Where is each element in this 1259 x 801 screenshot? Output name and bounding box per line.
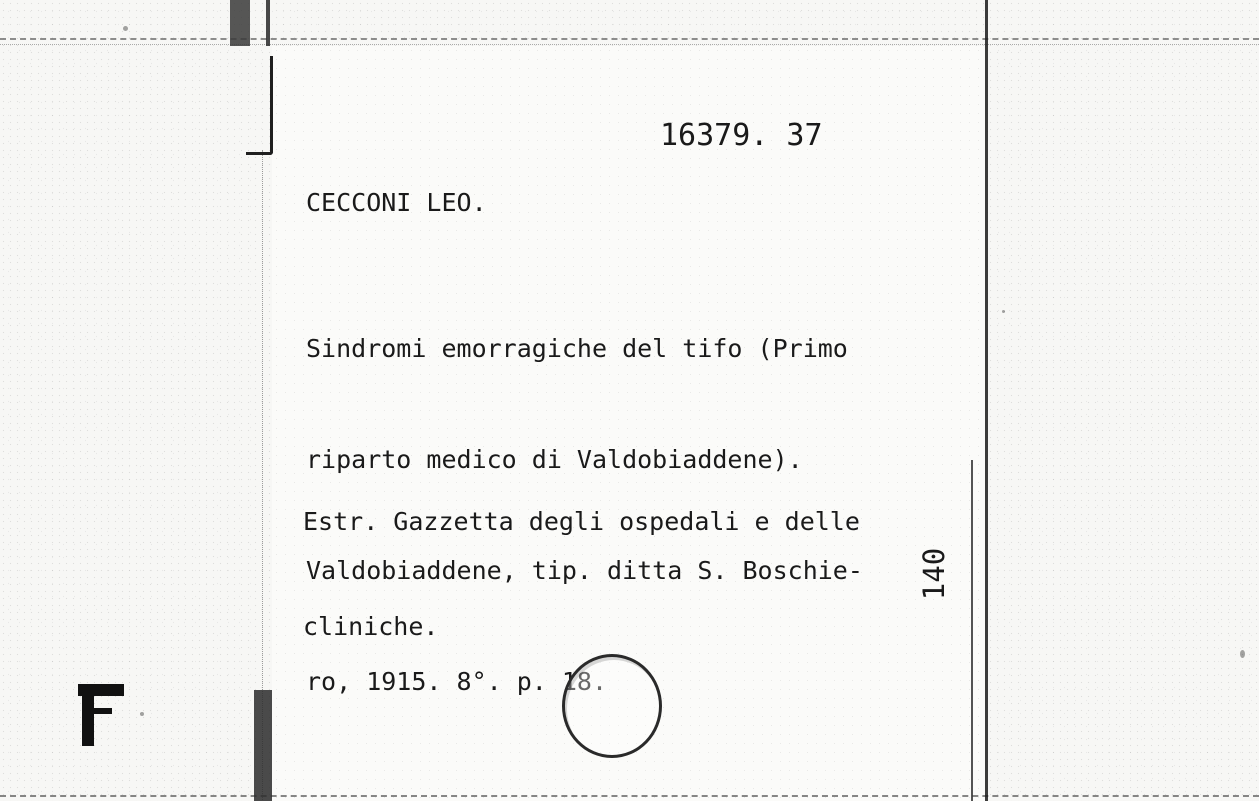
corner-tab-tick xyxy=(94,708,112,714)
right-card-edge xyxy=(985,0,988,801)
right-card-edge-inner xyxy=(971,460,973,801)
title-line: Valdobiaddene, tip. ditta S. Boschie- xyxy=(306,556,863,585)
bottom-edge-line xyxy=(0,795,1259,797)
top-edge-line xyxy=(0,38,1259,40)
ink-speck xyxy=(1240,650,1245,658)
bottom-clip-mark xyxy=(254,690,272,801)
ink-speck xyxy=(1002,310,1005,313)
top-edge-shadow xyxy=(0,44,1259,45)
shelfmark-number: 16379. 37 xyxy=(660,118,823,153)
rotated-side-number: 140 xyxy=(917,547,951,601)
title-line: ro, 1915. 8°. p. 18. xyxy=(306,667,608,696)
note-line: Estr. Gazzetta degli ospedali e delle xyxy=(303,507,860,536)
title-line: Sindromi emorragiche del tifo (Primo xyxy=(306,334,848,363)
top-clip-mark xyxy=(226,0,272,48)
left-bracket-mark xyxy=(246,56,273,155)
ink-speck xyxy=(140,712,144,716)
corner-tab-mark xyxy=(78,684,124,746)
punch-hole xyxy=(562,654,662,758)
ink-speck xyxy=(123,26,128,31)
author-heading: CECCONI LEO. xyxy=(306,188,487,217)
note-line: cliniche. xyxy=(303,612,439,641)
title-line: riparto medico di Valdobiaddene). xyxy=(306,445,803,474)
